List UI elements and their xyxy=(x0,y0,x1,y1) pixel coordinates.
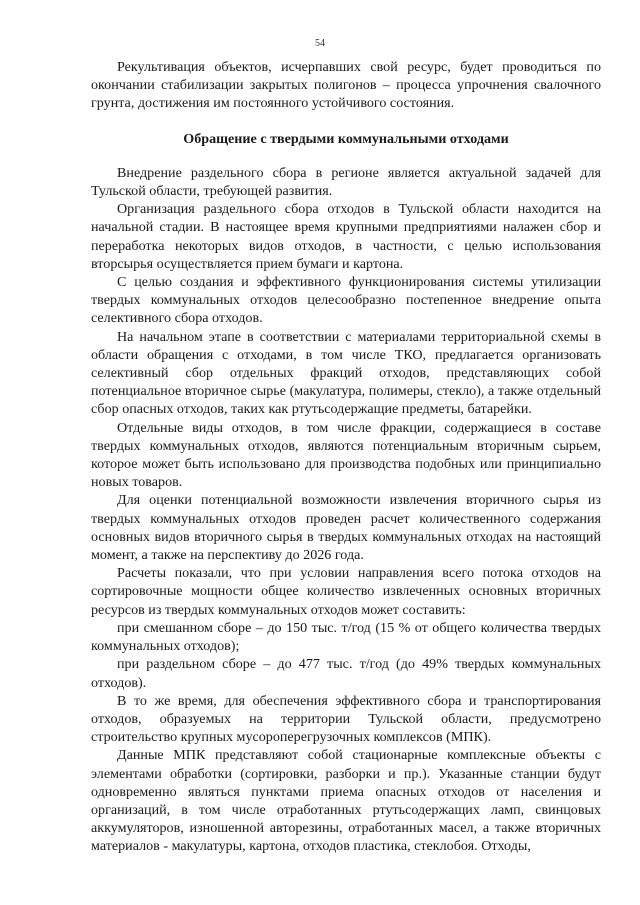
list-item: при смешанном сборе – до 150 тыс. т/год (15 % от общего количества твердых коммунальных отходов); xyxy=(91,619,601,655)
paragraph: Данные МПК представляют собой стационарные комплексные объекты с элементами обработки (сортировки, разборки и пр.). Указанные станции будут одновременно являться пунктами приема опасных отходов от населения и организаций, в том числе отработанных ртутьсодержащих ламп, свинцовых аккумуляторов, изношенной авторезины, отработанных масел, а также вторичных материалов - макулатуры, картона, отходов пластика, стеклобоя. Отходы, xyxy=(91,747,601,855)
document-body xyxy=(91,58,601,856)
paragraph: Организация раздельного сбора отходов в Тульской области находится на начальной стадии. В настоящее время крупными предприятиями налажен сбор и переработка некоторых видов отходов, в частности, с целью использования вторсырья осуществляется прием бумаги и картона. xyxy=(91,201,601,272)
paragraph: В то же время, для обеспечения эффективного сбора и транспортирования отходов, образуемых на территории Тульской области, предусмотрено строительство крупных мусороперегрузочных комплексов (МПК). xyxy=(91,692,601,746)
section-title: Обращение с твердыми коммунальными отходами xyxy=(183,130,509,147)
paragraph-intro: Рекультивация объектов, исчерпавших свой ресурс, будет проводиться по окончании стабилизации закрытых полигонов – процесса упрочнения свалочного грунта, достижения им постоянного устойчивого состояния. xyxy=(91,59,601,112)
list-item: при раздельном сборе – до 477 тыс. т/год (до 49% твердых коммунальных отходов). xyxy=(91,656,601,691)
paragraph: Для оценки потенциальной возможности извлечения вторичного сырья из твердых коммунальных отходов проведен расчет количественного содержания основных видов вторичного сырья в твердых коммунальных отходах на настоящий момент, а также на перспективу до 2026 года. xyxy=(91,492,601,564)
paragraph: Расчеты показали, что при условии направления всего потока отходов на сортировочные мощности общее количество извлеченных основных вторичных ресурсов из твердых коммунальных отходов может составить: xyxy=(91,565,601,618)
paragraph: С целью создания и эффективного функционирования системы утилизации твердых коммунальных отходов целесообразно постепенное внедрение опыта селективного сбора отходов. xyxy=(91,274,601,327)
paragraph: Отдельные виды отходов, в том числе фракции, содержащиеся в составе твердых коммунальных отходов, являются потенциальным вторичным сырьем, которое может быть использовано для производства подобных или принципиально новых товаров. xyxy=(91,419,601,491)
page-number: 54 xyxy=(315,38,325,49)
paragraph: Внедрение раздельного сбора в регионе является актуальной задачей для Тульской области, требующей развития. xyxy=(91,164,601,200)
paragraph: На начальном этапе в соответствии с материалами территориальной схемы в области обращения с отходами, в том числе ТКО, предлагается организовать селективный сбор отдельных фракций отходов, представляющих собой потенциальное вторичное сырье (макулатура, полимеры, стекло), а также отдельный сбор опасных отходов, таких как ртутьсодержащие предметы, батарейки. xyxy=(91,328,601,418)
